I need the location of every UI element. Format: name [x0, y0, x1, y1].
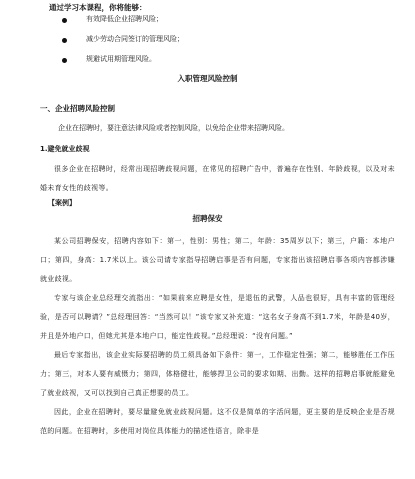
case-paragraph: 因此，企业在招聘时，要尽量避免就业歧视问题。这不仅是简单的字活问题，更主要的是反映企业是否规范的问题。在招聘时，多使用对岗位具体能力的描述性语言，除非是	[40, 408, 395, 435]
case-title: 招聘保安	[192, 214, 223, 223]
objective-item: 减少劳动合同签订的管理风险；	[86, 35, 184, 43]
case-paragraph: 最后专家指出，该企业实际要招聘的员工须具备如下条件：第一，工作稳定性强；第二，能够胜任工作压力；第三，对本人要有威慑力；第四，体格健壮，能够捍卫公司的要求如期、出勤。这样的招聘启事就能避免了就业歧视，又可以找到自己真正想要的员工。	[40, 351, 395, 397]
case-label: 【案例】	[48, 199, 76, 207]
subsection-title: 1.避免就业歧视	[40, 145, 90, 153]
section-intro: 企业在招聘时，要注意法律风险或者控制风险，以免给企业带来招聘风险。	[58, 124, 289, 132]
bullet-icon	[62, 18, 67, 23]
intro-heading: 通过学习本课程，你将能够：	[49, 3, 147, 12]
case-body	[40, 232, 395, 441]
objective-item: 规避试用期管理风险。	[86, 55, 156, 63]
section-title: 一、企业招聘风险控制	[40, 104, 115, 113]
case-paragraph: 某公司招聘保安，招聘内容如下：第一，性别：男性；第二，年龄：35周岁以下；第三，户籍：本地户口；第四，身高：1.7米以上。该公司请专家指导招聘启事是否有问题，专家指出该招聘启事各项内容都涉嫌就业歧视。	[40, 237, 395, 283]
chapter-title: 入职管理风险控制	[177, 74, 238, 83]
subsection-text	[40, 160, 395, 198]
objective-item: 有效降低企业招聘风险；	[86, 15, 163, 23]
case-paragraph: 专家与该企业总经理交流指出：“如果前来应聘是女性，是退伍的武警，人品也很好，具有丰富的管理经验，是否可以聘请？”总经理回答：“当然可以！”该专家又补充道：“这名女子身高不到1.7米，年龄是40岁，并且是外地户口，但她尤其是本地户口，能定性歧视。”总经理说：“没有问题。”	[40, 294, 395, 340]
bullet-icon	[62, 58, 67, 63]
bullet-icon	[62, 38, 67, 43]
paragraph: 很多企业在招聘时，经常出现招聘歧视问题，在常见的招聘广告中，普遍存在性别、年龄歧视，以及对未婚未育女性的歧视等。	[40, 165, 395, 192]
